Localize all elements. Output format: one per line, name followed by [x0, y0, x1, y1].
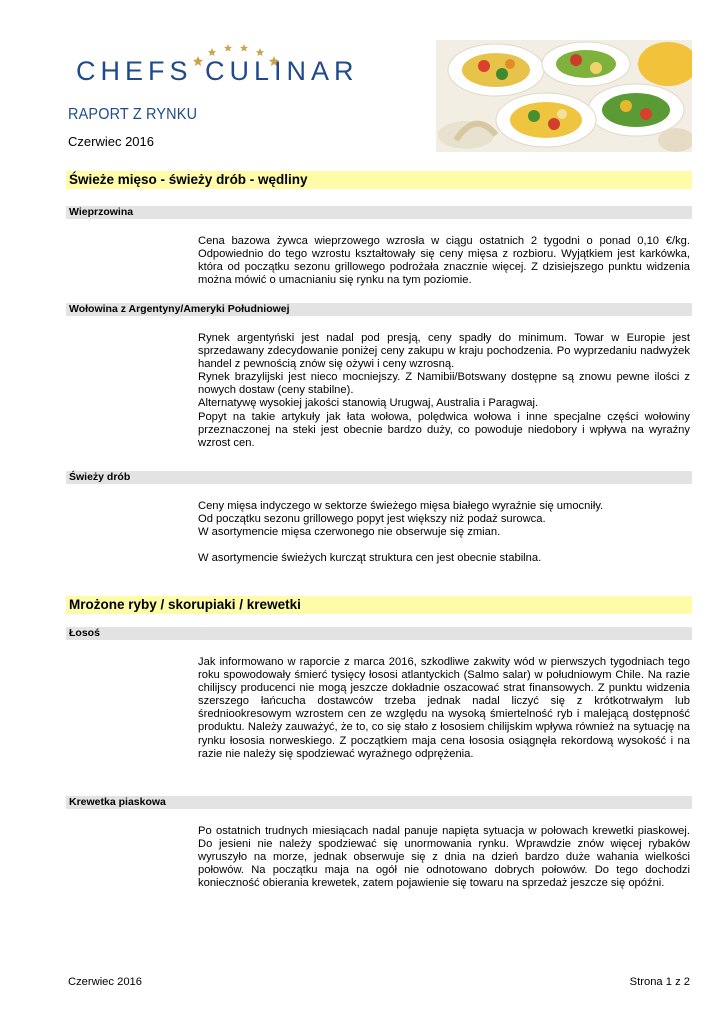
report-title: RAPORT Z RYNKU — [68, 106, 198, 123]
beef-text — [198, 332, 690, 450]
food-photo — [436, 40, 692, 152]
paragraph: W asortymencie mięsa czerwonego nie obserwuje się zmian. — [198, 526, 501, 539]
shrimp-text — [198, 825, 690, 890]
pork-text — [198, 235, 690, 287]
report-date: Czerwiec 2016 — [68, 134, 154, 149]
subsection-heading-poultry: Świeży drób — [66, 471, 692, 484]
paragraph: Jak informowano w raporcie z marca 2016, szkodliwe zakwity wód w pierwszych tygodniach tego roku spowodowały śmierć tysięcy łososi atlantyckich (Salmo salar) w południowym Chile. Na razie chilijscy producenci nie mogą jeszcze dokładnie oszacować strat finansowych. Z punktu widzenia szerszego łańcucha dostawców trzeba jednak nadal liczyć się z krótkotrwałym lub średniookresowym wzrostem cen ze względu na wysoką śmiertelność ryb i malejącą dostępność produktu. Należy zauważyć, że to, co się stało z łososiem chilijskim wpływa również na sytuację na rynku łososia norweskiego. Z początkiem maja cena łososia osiągnęła rekordową wysokość i na razie nie należy się spodziewać wyraźnego odprężenia. — [198, 656, 690, 760]
paragraph: Popyt na takie artykuły jak łata wołowa, polędwica wołowa i inne specjalne części wołowiny przeznaczonej na steki jest obecnie bardzo duży, co powoduje niedobory i wpływa na wyraźny wzrost cen. — [198, 410, 690, 449]
paragraph: Od początku sezonu grillowego popyt jest większy niż podaż surowca. — [198, 513, 546, 526]
poultry-text — [198, 500, 690, 565]
paragraph: Rynek brazylijski jest nieco mocniejszy. Z Namibii/Botswany dostępne są znowu pewne ilości z nowych dostaw (ceny stabilne). — [198, 371, 690, 397]
chefs-culinar-logo — [76, 42, 426, 86]
footer-page-number: Strona 1 z 2 — [629, 976, 690, 988]
salmon-text — [198, 656, 690, 761]
paragraph: Ceny mięsa indyczego w sektorze świeżego mięsa białego wyraźnie się umocniły. — [198, 500, 604, 512]
section-heading-fresh-meat: Świeże mięso - świeży drób - wędliny — [66, 171, 692, 189]
paragraph: Po ostatnich trudnych miesiącach nadal panuje napięta sytuacja w połowach krewetki piaskowej. Do jesieni nie należy spodziewać się unormowania rynku. Wprawdzie znów więcej rybaków wyruszyło na morze, jednak obserwuje się z dnia na dzień bardzo duże wahania wielkości połowów. Na początku maja na ogół nie odnotowano dobrych połowów. Do tego dochodzi konieczność obierania krewetek, zatem pojawienie się towaru na sprzedaż jeszcze się opóźni. — [198, 825, 690, 890]
paragraph: Cena bazowa żywca wieprzowego wzrosła w ciągu ostatnich 2 tygodni o ponad 0,10 €/kg. Odpowiednio do tego wzrostu kształtowały się ceny mięsa z rozbioru. Wyjątkiem jest karkówka, która od początku sezonu grillowego podrożała znacznie więcej. Z dzisiejszego punktu widzenia można mówić o umacnianiu się rynku na tym poziomie. — [198, 235, 690, 287]
paragraph: Alternatywę wysokiej jakości stanowią Urugwaj, Australia i Paragwaj. — [198, 397, 539, 410]
subsection-heading-pork: Wieprzowina — [66, 206, 692, 219]
subsection-heading-beef: Wołowina z Argentyny/Ameryki Południowej — [66, 303, 692, 316]
logo-wordmark: CHEFS CULINAR — [76, 56, 359, 86]
section-heading-frozen-fish: Mrożone ryby / skorupiaki / krewetki — [66, 596, 692, 614]
food-plates-illustration — [436, 40, 692, 152]
subsection-heading-salmon: Łosoś — [66, 627, 692, 640]
paragraph: W asortymencie świeżych kurcząt struktura cen jest obecnie stabilna. — [198, 552, 542, 565]
paragraph: Rynek argentyński jest nadal pod presją, ceny spadły do minimum. Towar w Europie jest sprzedawany zdecydowanie poniżej ceny zakupu w kraju pochodzenia. Po wyprzedaniu nadwyżek handel z pewnością znów się ożywi i ceny wzrosną. — [198, 332, 690, 371]
subsection-heading-shrimp: Krewetka piaskowa — [66, 796, 692, 809]
footer-date: Czerwiec 2016 — [68, 976, 142, 988]
